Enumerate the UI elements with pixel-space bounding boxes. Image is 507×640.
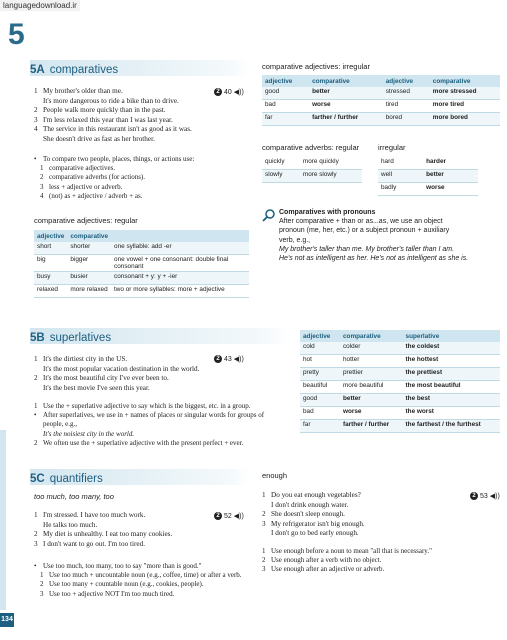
superlatives-table: adjective comparative superlative cold colder the coldest hot hotter the hottest pretty prettier the prettiest beautiful more beautiful the most beautiful good better the best bad worse the worst far farther / further the farthest / the furthest [300, 330, 500, 433]
audio-track-43[interactable]: 2 43 ◀)) [214, 355, 244, 363]
enough-heading: enough [262, 471, 288, 480]
irregular-heading: comparative adjectives: irregular [262, 62, 370, 71]
table-row: bad worse tired more tired [262, 100, 500, 113]
section-title: comparatives [49, 64, 119, 76]
table-row: big bigger one vowel + one consonant: double final consonant [34, 255, 249, 272]
table-row: pretty prettier the prettiest [300, 368, 500, 381]
table-row: badly worse [378, 183, 478, 196]
table-row: hot hotter the hottest [300, 355, 500, 368]
table-row: well better [378, 170, 478, 183]
table-row: relaxed more relaxed two or more syllables: more + adjective [34, 285, 249, 298]
audio-track-53[interactable]: 2 53 ◀)) [470, 492, 500, 500]
speaker-icon: ◀)) [233, 356, 244, 363]
irregular-table: adjective comparative adjective comparative good better stressed more stressed bad worse tired more tired far farther / further bored more bored [262, 75, 500, 126]
table-row: good better stressed more stressed [262, 87, 500, 100]
audio-track-40[interactable]: 2 40 ◀)) [214, 88, 244, 96]
site-watermark: languagedownload.ir [0, 0, 80, 11]
adverbs-regular-heading: comparative adverbs: regular [262, 143, 360, 152]
notes-enough: 1 Use enough before a noun to mean "all that is necessary." 2 Use enough after a verb with no object. 3 Use enough after an adjective or adverb. [262, 547, 432, 574]
audio-disc-icon: 2 [214, 512, 222, 520]
table-row: short shorter one syllable: add -er [34, 242, 249, 255]
section-5b-header: 5B superlatives [30, 328, 290, 344]
notes-5c: • Use too much, too many, too to say "more than is good." 1 Use too much + uncountable noun (e.g., coffee, time) or after a verb. 2 Use too many + countable noun (e.g., cookies, people). 3 Use too + adjective NOT I'm too much tired. [34, 562, 242, 598]
speaker-icon: ◀)) [489, 493, 500, 500]
regular-table: adjective comparative short shorter one syllable: add -er big bigger one vowel + one consonant: double final consonant busy busier consonant + y: y + -ier relaxed more relaxed two or more syllables: more + adjective [34, 230, 249, 298]
examples-5b: 1 It's the dirtiest city in the US. It's the most popular vacation destination in the world. 2 It's the most beautiful city I've ever been to. It's the best movie I've seen this year. [34, 355, 200, 392]
magnifier-icon [262, 208, 276, 222]
examples-5c: 1 I'm stressed. I have too much work. He talks too much. 2 My diet is unhealthy. I eat too many cookies. 3 I don't want to go out. I'm too tired. [34, 511, 173, 548]
example-row: 4 The service in this restaurant isn't as good as it was. [34, 125, 192, 134]
audio-disc-icon: 2 [470, 492, 478, 500]
table-row: far farther / further the farthest / the furthest [300, 420, 500, 433]
adverbs-regular-table [262, 157, 362, 183]
example-row: 2 People walk more quickly than in the past. [34, 106, 166, 115]
table-row: beautiful more beautiful the most beautiful [300, 381, 500, 394]
quantifiers-subtitle: too much, too many, too [34, 492, 114, 501]
notes-5b: 1 Use the + superlative adjective to say which is the biggest, etc. in a group. • After superlatives, we use in + names of places or singular words for groups of people, e.g., It's the noisiest city in the world. 2 We often use the + superlative adjective with the present perfect + ever. [34, 402, 265, 447]
table-row: bad worse the worst [300, 407, 500, 420]
table-row: busy busier consonant + y: y + -ier [34, 272, 249, 285]
adverbs-irregular-heading: irregular [378, 143, 406, 152]
table-row: cold colder the coldest [300, 342, 500, 355]
audio-disc-icon: 2 [214, 355, 222, 363]
table-row: far farther / further bored more bored [262, 113, 500, 126]
section-id: 5A [30, 64, 45, 76]
section-5c-header: 5C quantifiers [30, 469, 250, 485]
side-bar [0, 430, 6, 610]
example-cont: She doesn't drive as fast as her brother. [43, 134, 155, 143]
examples-enough: 1 Do you eat enough vegetables? I don't drink enough water. 2 She doesn't sleep enough. 3 My refrigerator isn't big enough. I don't go to bed early enough. [262, 491, 365, 538]
table-row: slowly more slowly [262, 170, 362, 183]
pronouns-box: Comparatives with pronouns After comparative + than or as...as, we use an object pronoun (me, her, etc.) or a subject pronoun + auxiliary verb, e.g., My brother's taller than me. My brother's taller than I am. He's not as intelligent as her. He's not as intelligent as she is. [262, 208, 500, 263]
example-row: 1 My brother's older than me. [34, 87, 123, 95]
audio-disc-icon: 2 [214, 88, 222, 96]
section-5a-header [30, 60, 250, 76]
table-row: hard harder [378, 157, 478, 170]
notes-5a: • To compare two people, places, things, or actions use: 1 comparative adjectives. 2 comparative adverbs (for actions). 3 less + adjective or adverb. 4 (not) as + adjective / adverb + as. [34, 155, 195, 200]
page-number: 134 [0, 613, 14, 627]
regular-heading: comparative adjectives: regular [34, 216, 138, 225]
example-cont: It's more dangerous to ride a bike than to drive. [43, 96, 179, 105]
unit-number: 5 [8, 18, 24, 51]
example-row: 3 I'm less relaxed this year than I was last year. [34, 115, 173, 124]
adverbs-irregular-table [378, 157, 478, 196]
speaker-icon: ◀)) [233, 89, 244, 96]
table-row: quickly more quickly [262, 157, 362, 170]
examples-5a [34, 87, 249, 145]
audio-track-52[interactable]: 2 52 ◀)) [214, 512, 244, 520]
speaker-icon: ◀)) [233, 513, 244, 520]
table-row: good better the best [300, 394, 500, 407]
pronouns-title: Comparatives with pronouns [279, 209, 376, 216]
